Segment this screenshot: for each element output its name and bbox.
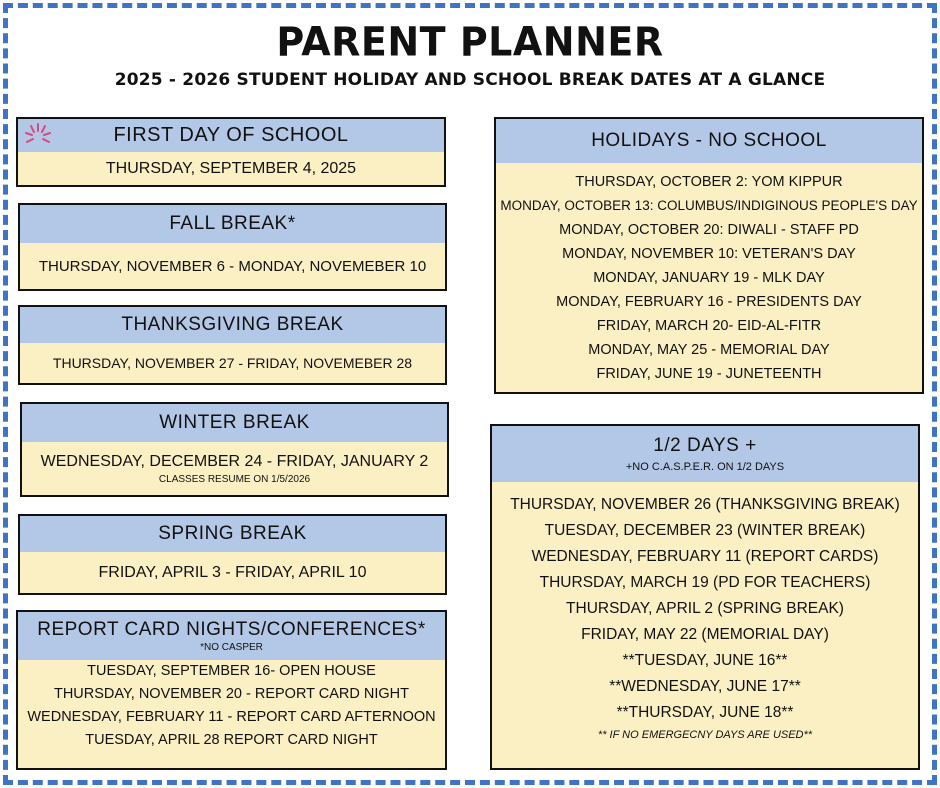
half-day-item: THURSDAY, NOVEMBER 26 (THANKSGIVING BREAK): [510, 496, 900, 513]
holiday-item: THURSDAY, OCTOBER 2: YOM KIPPUR: [575, 174, 843, 190]
thanksgiving-break-box: [18, 305, 447, 385]
holidays-box: [494, 117, 924, 394]
spring-break-box: [18, 514, 447, 595]
report-card-header: [18, 612, 445, 660]
report-card-note: *NO CASPER: [200, 642, 263, 653]
first-day-title: FIRST DAY OF SCHOOL: [113, 124, 349, 146]
holidays-title: HOLIDAYS - NO SCHOOL: [591, 130, 827, 151]
holiday-item: MONDAY, OCTOBER 13: COLUMBUS/INDIGINOUS PEOPLE'S DAY: [500, 198, 918, 213]
report-card-list: [18, 660, 445, 768]
half-days-list: [492, 482, 918, 768]
holiday-item: MONDAY, MAY 25 - MEMORIAL DAY: [588, 342, 830, 358]
fall-break-body: [20, 243, 445, 289]
holiday-item: FRIDAY, JUNE 19 - JUNETEENTH: [596, 366, 822, 382]
first-day-box: [16, 117, 446, 187]
half-day-item: THURSDAY, MARCH 19 (PD FOR TEACHERS): [539, 574, 871, 591]
winter-break-dates: WEDNESDAY, DECEMBER 24 - FRIDAY, JANUARY 2: [40, 453, 429, 470]
first-day-body: [18, 152, 444, 185]
fall-break-dates: THURSDAY, NOVEMBER 6 - MONDAY, NOVEMEBER 10: [38, 257, 427, 275]
holidays-list: [496, 163, 922, 392]
half-days-title: 1/2 DAYS +: [653, 435, 757, 456]
sparkle-icon: [22, 121, 54, 149]
half-day-item: **THURSDAY, JUNE 18**: [616, 704, 794, 721]
page-title: PARENT PLANNER: [276, 18, 664, 66]
winter-break-box: [20, 402, 449, 497]
fall-break-box: [18, 203, 447, 291]
winter-break-note: CLASSES RESUME ON 1/5/2026: [158, 474, 311, 485]
report-card-item: TUESDAY, APRIL 28 REPORT CARD NIGHT: [85, 732, 378, 748]
holiday-item: FRIDAY, MARCH 20- EID-AL-FITR: [596, 318, 822, 334]
fall-break-title: FALL BREAK*: [169, 213, 296, 234]
spring-break-title: SPRING BREAK: [158, 523, 307, 544]
half-day-item: **WEDNESDAY, JUNE 17**: [609, 678, 801, 695]
page-subtitle: 2025 - 2026 STUDENT HOLIDAY AND SCHOOL BREAK DATES AT A GLANCE: [114, 70, 826, 90]
first-day-header: [18, 119, 444, 152]
fall-break-header: [20, 205, 445, 243]
thanksgiving-break-dates: THURSDAY, NOVEMBER 27 - FRIDAY, NOVEMEBER 28: [52, 354, 413, 371]
spring-break-header: [20, 516, 445, 552]
half-day-item: **TUESDAY, JUNE 16**: [622, 652, 788, 669]
report-card-title: REPORT CARD NIGHTS/CONFERENCES*: [37, 619, 426, 640]
spring-break-body: [20, 552, 445, 593]
holiday-item: MONDAY, JANUARY 19 - MLK DAY: [593, 270, 825, 286]
thanksgiving-break-body: [20, 343, 445, 383]
winter-break-header: [22, 404, 447, 442]
winter-break-title: WINTER BREAK: [159, 412, 310, 433]
holiday-item: MONDAY, OCTOBER 20: DIWALI - STAFF PD: [559, 222, 859, 238]
first-day-date: THURSDAY, SEPTEMBER 4, 2025: [105, 160, 357, 177]
half-days-header: [492, 426, 918, 482]
half-day-item: THURSDAY, APRIL 2 (SPRING BREAK): [566, 600, 844, 617]
holidays-header: [496, 119, 922, 163]
half-day-item: TUESDAY, DECEMBER 23 (WINTER BREAK): [544, 522, 866, 539]
thanksgiving-break-title: THANKSGIVING BREAK: [121, 314, 344, 335]
report-card-item: TUESDAY, SEPTEMBER 16- OPEN HOUSE: [87, 663, 376, 679]
thanksgiving-break-header: [20, 307, 445, 343]
report-card-box: [16, 610, 447, 770]
half-day-item: FRIDAY, MAY 22 (MEMORIAL DAY): [581, 626, 829, 643]
holiday-item: MONDAY, FEBRUARY 16 - PRESIDENTS DAY: [556, 294, 862, 310]
report-card-item: WEDNESDAY, FEBRUARY 11 - REPORT CARD AFTERNOON: [27, 709, 436, 725]
half-days-footnote: ** IF NO EMERGECNY DAYS ARE USED**: [597, 729, 813, 741]
half-days-box: [490, 424, 920, 770]
spring-break-dates: FRIDAY, APRIL 3 - FRIDAY, APRIL 10: [98, 564, 367, 581]
winter-break-body: [22, 442, 447, 495]
half-day-item: WEDNESDAY, FEBRUARY 11 (REPORT CARDS): [531, 548, 879, 565]
report-card-item: THURSDAY, NOVEMBER 20 - REPORT CARD NIGHT: [53, 686, 410, 702]
holiday-item: MONDAY, NOVEMBER 10: VETERAN'S DAY: [562, 246, 856, 262]
half-days-note: +NO C.A.S.P.E.R. ON 1/2 DAYS: [625, 461, 785, 473]
